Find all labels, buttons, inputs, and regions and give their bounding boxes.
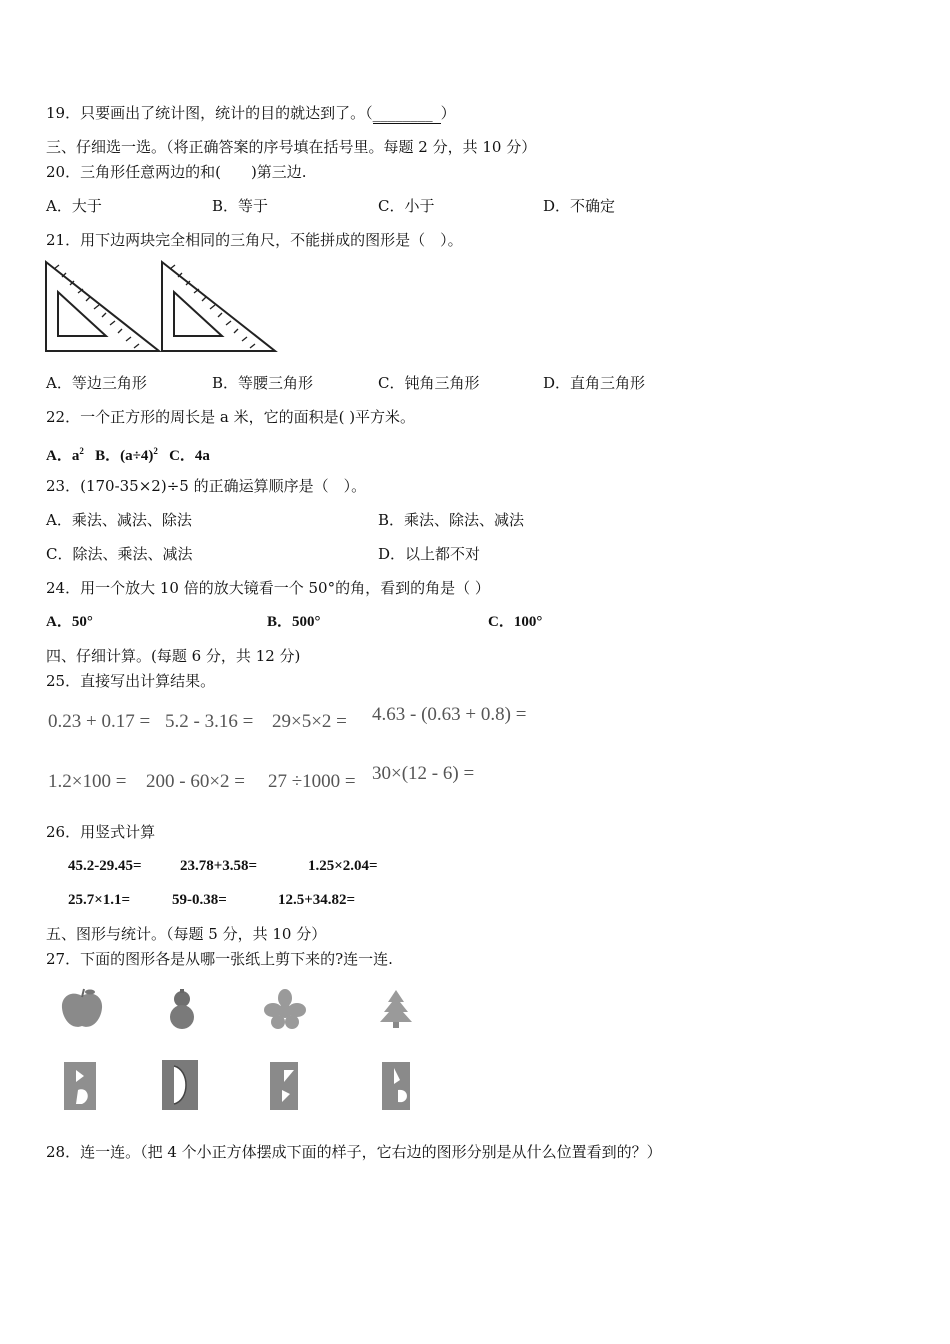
question-24: 24．用一个放大 10 倍的放大镜看一个 50°的角，看到的角是（ ） xyxy=(46,579,490,597)
vertical-calc-4: 25.7×1.1= xyxy=(68,892,131,908)
q22-options xyxy=(46,441,210,466)
q20-option-b[interactable]: B．等于 xyxy=(212,197,269,215)
calc-7: 27 ÷1000 = xyxy=(268,771,356,792)
q21-option-c[interactable]: C．钝角三角形 xyxy=(378,374,480,392)
q24-option-a[interactable]: A．50° xyxy=(46,614,93,630)
calc-6: 200 - 60×2 = xyxy=(146,771,246,792)
answer-blank[interactable]: ________ xyxy=(373,103,441,124)
question-26: 26．用竖式计算 xyxy=(46,823,156,841)
vertical-calc-3: 1.25×2.04= xyxy=(308,858,378,874)
section-4-heading: 四、仔细计算。(每题 6 分，共 12 分) xyxy=(46,647,301,665)
q22-option-c[interactable]: C．4a xyxy=(169,448,210,464)
q22-option-b[interactable]: B．$(a\div 4)^2$ xyxy=(95,446,158,464)
question-27: 27．下面的图形各是从哪一张纸上剪下来的?连一连. xyxy=(46,950,393,968)
q21-option-d[interactable]: D．直角三角形 xyxy=(543,374,646,392)
apple-shape-icon[interactable] xyxy=(58,988,106,1032)
calc-5: 1.2×100 = xyxy=(48,771,127,792)
q22-option-a[interactable]: A．$a^2$ xyxy=(46,446,84,464)
q20-option-c[interactable]: C．小于 xyxy=(378,197,435,215)
paper-sheet-2-icon[interactable] xyxy=(160,1058,200,1112)
calc-8: 30×(12 - 6) = xyxy=(372,763,475,784)
question-21: 21．用下边两块完全相同的三角尺，不能拼成的图形是（ ）。 xyxy=(46,231,463,249)
q21-option-a[interactable]: A．等边三角形 xyxy=(46,374,147,392)
triangle-ruler-2 xyxy=(160,260,280,354)
calc-2: 5.2 - 3.16 = xyxy=(165,711,254,732)
q23-option-c[interactable]: C．除法、乘法、减法 xyxy=(46,545,193,563)
flower-shape-icon[interactable] xyxy=(262,988,308,1030)
question-19: 19．只要画出了统计图，统计的目的就达到了。（________ ） xyxy=(46,104,456,122)
vertical-calc-1: 45.2-29.45= xyxy=(68,858,142,874)
vertical-calc-6: 12.5+34.82= xyxy=(278,892,356,908)
q24-option-b[interactable]: B．500° xyxy=(267,614,321,630)
section-3-heading: 三、仔细选一选。（将正确答案的序号填在括号里。每题 2 分，共 10 分） xyxy=(46,138,537,156)
q23-option-b[interactable]: B．乘法、除法、减法 xyxy=(378,511,525,529)
question-23: 23．(170-35×2)÷5 的正确运算顺序是（ ）。 xyxy=(46,477,367,495)
calc-1: 0.23 + 0.17 = xyxy=(48,711,151,732)
paper-sheet-1-icon[interactable] xyxy=(62,1060,98,1112)
q23-option-d[interactable]: D．以上都不对 xyxy=(378,545,481,563)
question-25: 25．直接写出计算结果。 xyxy=(46,672,216,690)
vertical-calc-5: 59-0.38= xyxy=(172,892,227,908)
q20-option-d[interactable]: D．不确定 xyxy=(543,197,616,215)
q23-option-a[interactable]: A．乘法、减法、除法 xyxy=(46,511,192,529)
paper-sheet-3-icon[interactable] xyxy=(268,1060,300,1112)
question-22: 22．一个正方形的周长是 a 米，它的面积是( )平方米。 xyxy=(46,408,416,426)
calc-4: 4.63 - (0.63 + 0.8) = xyxy=(372,704,527,725)
tree-shape-icon[interactable] xyxy=(376,988,416,1030)
vertical-calc-2: 23.78+3.58= xyxy=(180,858,258,874)
question-20: 20．三角形任意两边的和( )第三边. xyxy=(46,163,307,181)
triangle-ruler-1 xyxy=(44,260,164,354)
q24-option-c[interactable]: C．100° xyxy=(488,614,543,630)
gourd-shape-icon[interactable] xyxy=(162,988,202,1032)
section-5-heading: 五、图形与统计。（每题 5 分，共 10 分） xyxy=(46,925,327,943)
question-28: 28．连一连。（把 4 个小正方体摆成下面的样子，它右边的图形分别是从什么位置看到的？） xyxy=(46,1143,662,1161)
q20-option-a[interactable]: A．大于 xyxy=(46,197,102,215)
q21-option-b[interactable]: B．等腰三角形 xyxy=(212,374,314,392)
paper-sheet-4-icon[interactable] xyxy=(380,1060,412,1112)
calc-3: 29×5×2 = xyxy=(272,711,347,732)
